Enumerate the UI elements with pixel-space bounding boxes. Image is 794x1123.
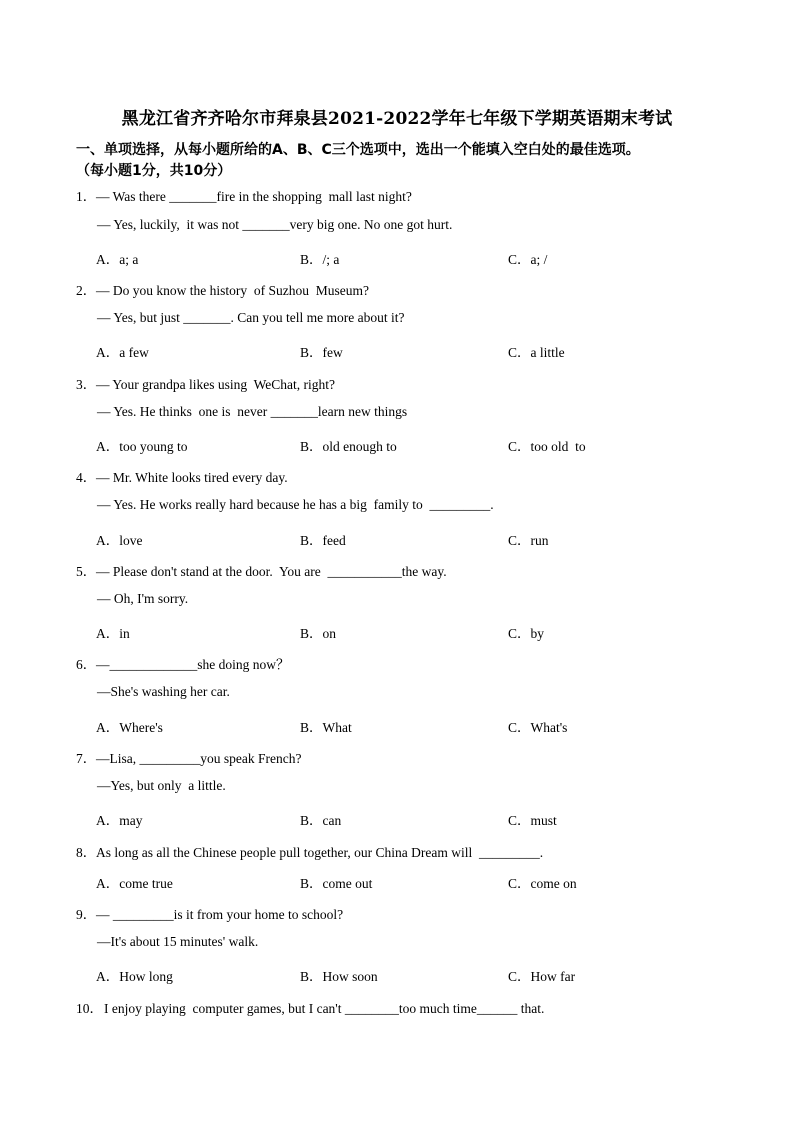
answer-option: A．too young to <box>96 439 188 454</box>
question-number: 7． <box>76 751 97 766</box>
answer-option: C．What's <box>508 720 568 735</box>
question-text: —She's washing her car. <box>97 684 230 699</box>
question-text: — Yes. He works really hard because he has a big family to _________. <box>97 497 494 512</box>
question-stem <box>76 653 290 673</box>
answer-option: C．How far <box>508 969 576 984</box>
question-text: — Please don't stand at the door. You are ___________the way. <box>96 564 447 579</box>
question-text: — Do you know the history of Suzhou Museum? <box>96 283 369 298</box>
answer-option: A．How long <box>96 969 173 984</box>
question-text: — _________is it from your home to school? <box>96 907 344 922</box>
question-text: — Yes, but just _______. Can you tell me more about it? <box>97 310 405 325</box>
answer-option: B．old enough to <box>300 439 397 454</box>
answer-option: B．on <box>300 626 337 641</box>
question-text: — Your grandpa likes using WeChat, right? <box>96 377 336 392</box>
question-stem <box>76 747 301 767</box>
question-stem <box>76 903 343 923</box>
answer-option: B．can <box>300 813 342 828</box>
question-text: I enjoy playing computer games, but I can't ________too much time______ that. <box>104 1001 545 1016</box>
question-text: —It's about 15 minutes' walk. <box>97 934 259 949</box>
answer-option: B．/; a <box>300 252 340 267</box>
answer-option: A．love <box>96 533 143 548</box>
question-text: —Yes, but only a little. <box>97 778 226 793</box>
question-stem <box>76 841 543 861</box>
question-text: — Yes, luckily, it was not _______very big one. No one got hurt. <box>97 217 453 232</box>
question-number: 2． <box>76 283 97 298</box>
question-text: — Yes. He thinks one is never _______learn new things <box>97 404 408 419</box>
question-stem <box>76 466 288 486</box>
answer-option: B．few <box>300 345 343 360</box>
answer-option: C．a little <box>508 345 565 360</box>
question-number: 8． <box>76 845 97 860</box>
question-stem <box>76 560 447 580</box>
question-reply <box>97 684 230 700</box>
answer-option: C．by <box>508 626 545 641</box>
question-stem <box>76 279 369 299</box>
question-reply <box>97 934 258 950</box>
question-text: —_____________she doing now？ <box>96 657 290 672</box>
answer-option: A．come true <box>96 876 173 891</box>
section-instructions: 一、单项选择，从每小题所给的A、B、C三个选项中，选出一个能填入空白处的最佳选项。 <box>76 142 640 158</box>
question-stem <box>76 185 412 205</box>
answer-option: C．must <box>508 813 557 828</box>
question-text: — Oh, I'm sorry. <box>97 591 189 606</box>
question-number: 5． <box>76 564 97 579</box>
answer-option: C．run <box>508 533 549 548</box>
section-header <box>76 140 766 182</box>
question-number: 1． <box>76 189 97 204</box>
answer-option: C．come on <box>508 876 577 891</box>
answer-option: A．a; a <box>96 252 139 267</box>
answer-option: A．in <box>96 626 130 641</box>
question-stem <box>76 373 335 393</box>
section-scoring: （每小题1分，共10分） <box>76 163 232 179</box>
question-reply <box>97 778 226 794</box>
question-reply <box>97 310 404 326</box>
answer-option: C．too old to <box>508 439 586 454</box>
answer-option: B．What <box>300 720 352 735</box>
question-text: — Mr. White looks tired every day. <box>96 470 288 485</box>
question-text: As long as all the Chinese people pull together, our China Dream will _________. <box>96 845 544 860</box>
answer-option: B．come out <box>300 876 373 891</box>
question-number: 9． <box>76 907 97 922</box>
answer-option: C．a; / <box>508 252 548 267</box>
question-reply <box>97 404 407 420</box>
answer-option: B．feed <box>300 533 346 548</box>
answer-option: A．Where's <box>96 720 163 735</box>
question-number: 3． <box>76 377 97 392</box>
question-reply <box>97 217 452 233</box>
question-reply <box>97 497 494 513</box>
question-number: 6． <box>76 657 97 672</box>
question-stem <box>76 997 544 1017</box>
question-number: 4． <box>76 470 97 485</box>
exam-title: 黑龙江省齐齐哈尔市拜泉县2021-2022学年七年级下学期英语期末考试 <box>121 109 673 129</box>
question-text: —Lisa, _________you speak French? <box>96 751 302 766</box>
answer-option: B．How soon <box>300 969 378 984</box>
answer-option: A．may <box>96 813 143 828</box>
question-text: — Was there _______fire in the shopping mall last night? <box>96 189 412 204</box>
answer-option: A．a few <box>96 345 149 360</box>
question-reply <box>97 591 188 607</box>
question-number: 10． <box>76 1001 103 1016</box>
